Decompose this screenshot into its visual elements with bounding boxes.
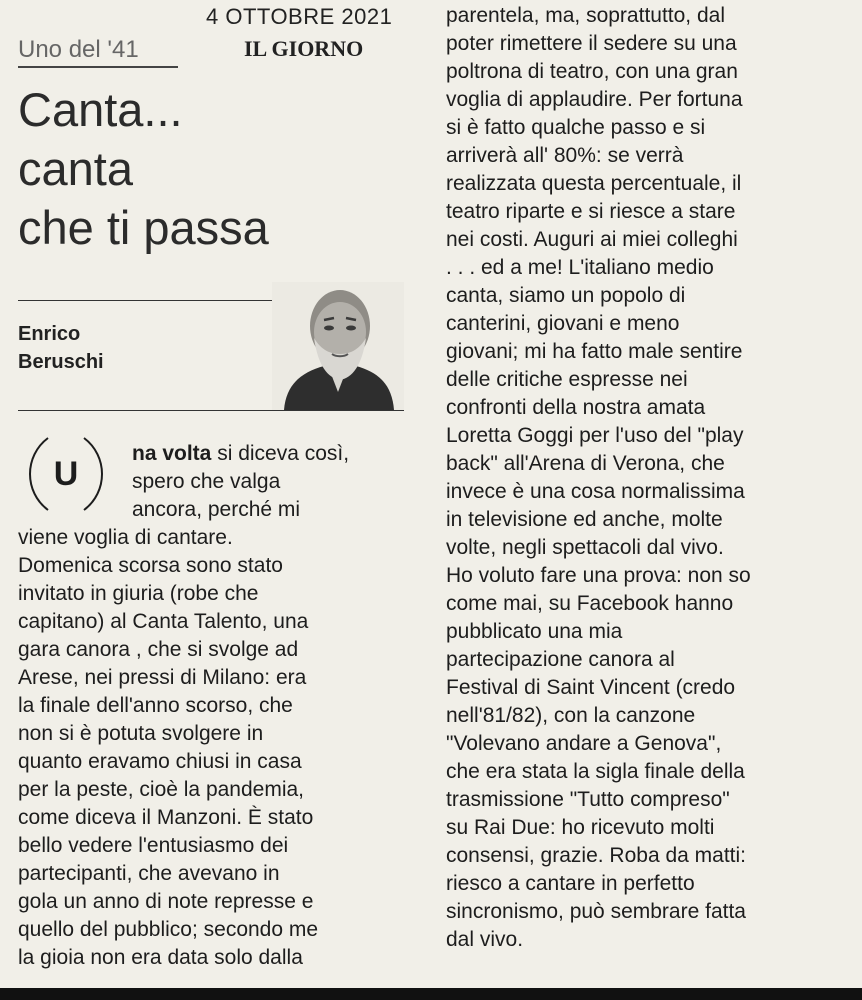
body-line: bello vedere l'entusiasmo dei	[18, 834, 289, 857]
body-line: quello del pubblico; secondo me	[18, 918, 319, 941]
author-first-name: Enrico	[18, 323, 81, 345]
rubric-underline	[18, 66, 178, 68]
body-line: poltrona di teatro, con una gran	[446, 60, 738, 83]
body-line: partecipazione canora al	[446, 648, 675, 671]
body-line: voglia di applaudire. Per fortuna	[446, 88, 743, 111]
column-rubric: Uno del '41	[18, 36, 139, 63]
headline-line: che ti passa	[18, 201, 269, 254]
author-name	[18, 320, 104, 376]
body-line: partecipanti, che avevano in	[18, 862, 280, 885]
body-line: non si è potuta svolgere in	[18, 722, 264, 745]
body-line: "Volevano andare a Genova",	[446, 732, 722, 755]
body-line: in televisione ed anche, molte	[446, 508, 723, 531]
body-line: Ho voluto fare una prova: non so	[446, 564, 751, 587]
body-line: come mai, su Facebook hanno	[446, 592, 734, 615]
body-line: la gioia non era data solo dalla	[18, 946, 303, 969]
body-line: nei costi. Auguri ai miei colleghi	[446, 228, 738, 251]
body-line: Arese, nei pressi di Milano: era	[18, 666, 307, 689]
body-line: arriverà all' 80%: se verrà	[446, 144, 684, 167]
body-line: riesco a cantare in perfetto	[446, 872, 695, 895]
body-line: spero che valga	[132, 470, 281, 493]
body-line: volte, negli spettacoli dal vivo.	[446, 536, 724, 559]
author-portrait	[272, 282, 404, 410]
author-last-name: Beruschi	[18, 351, 104, 373]
body-line: come diceva il Manzoni. È stato	[18, 806, 314, 829]
lead-bold: na volta	[132, 442, 212, 465]
newspaper-name: IL GIORNO	[244, 36, 364, 61]
body-line: che era stata la sigla finale della	[446, 760, 745, 783]
body-line: invitato in giuria (robe che	[18, 582, 259, 605]
body-line: invece è una cosa normalissima	[446, 480, 745, 503]
body-line: pubblicato una mia	[446, 620, 623, 643]
body-line: capitano) al Canta Talento, una	[18, 610, 309, 633]
lead-paragraph	[132, 440, 349, 524]
body-line: delle critiche espresse nei	[446, 368, 688, 391]
body-line: ancora, perché mi	[132, 498, 301, 521]
body-line: teatro riparte e si riesce a stare	[446, 200, 736, 223]
body-line: sincronismo, può sembrare fatta	[446, 900, 746, 923]
body-line: giovani; mi ha fatto male sentire	[446, 340, 743, 363]
body-line: su Rai Due: ho ricevuto molti	[446, 816, 715, 839]
body-line: trasmissione "Tutto compreso"	[446, 788, 730, 811]
body-line: canterini, giovani e meno	[446, 312, 680, 335]
body-line: per la peste, cioè la pandemia,	[18, 778, 305, 801]
body-line: quanto eravamo chiusi in casa	[18, 750, 302, 773]
body-line: Festival di Saint Vincent (credo	[446, 676, 736, 699]
body-line	[132, 440, 349, 468]
body-line: realizzata questa percentuale, il	[446, 172, 742, 195]
body-line: confronti della nostra amata	[446, 396, 706, 419]
drop-cap-letter: U	[53, 455, 79, 493]
body-line: poter rimettere il sedere su una	[446, 32, 737, 55]
publication-date: 4 OTTOBRE 2021	[206, 4, 393, 29]
body-line: viene voglia di cantare.	[18, 526, 233, 549]
body-line: parentela, ma, soprattutto, dal	[446, 4, 725, 27]
byline-bottom-divider	[18, 410, 404, 411]
body-line: dal vivo.	[446, 928, 524, 951]
body-line: gola un anno di note represse e	[18, 890, 314, 913]
body-line: si è fatto qualche passo e si	[446, 116, 706, 139]
body-line: Loretta Goggi per l'uso del "play	[446, 424, 744, 447]
body-line: . . . ed a me! L'italiano medio	[446, 256, 714, 279]
lead-first-rest: si diceva così,	[211, 442, 350, 465]
body-line: canta, siamo un popolo di	[446, 284, 686, 307]
body-line: Domenica scorsa sono stato	[18, 554, 283, 577]
body-line: nell'81/82), con la canzone	[446, 704, 696, 727]
headline-line: canta	[18, 142, 133, 195]
body-line: back" all'Arena di Verona, che	[446, 452, 725, 475]
body-line: consensi, grazie. Roba da matti:	[446, 844, 746, 867]
bottom-border	[0, 988, 862, 1000]
body-line: gara canora , che si svolge ad	[18, 638, 299, 661]
right-column-text	[446, 2, 751, 954]
body-line: la finale dell'anno scorso, che	[18, 694, 293, 717]
headline	[18, 80, 269, 257]
left-column-text	[18, 524, 318, 972]
drop-cap	[18, 432, 114, 516]
headline-line: Canta...	[18, 83, 183, 136]
